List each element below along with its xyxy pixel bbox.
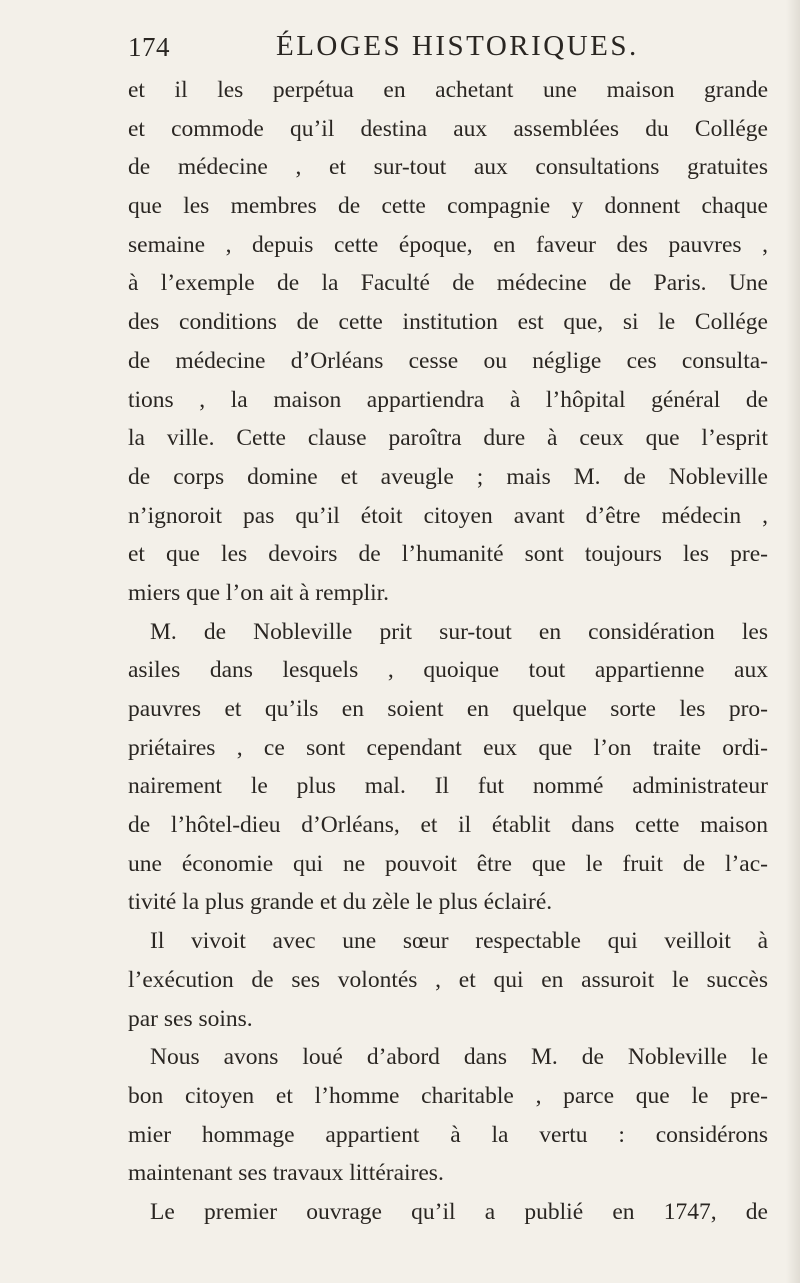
text-line: tivité la plus grande et du zèle le plus éclairé. [128,889,553,916]
text-line: des conditions de cette institution est que, si le Collége [128,309,768,336]
text-line: Il vivoit avec une sœur respectable qui veilloit à [150,928,768,955]
text-line: l’exécution de ses volontés , et qui en assuroit le succès [128,966,768,993]
text-line: bon citoyen et l’homme charitable , parce que le pre- [128,1082,768,1109]
text-line: Nous avons loué d’abord dans M. de Nobleville le [150,1044,768,1071]
page-header [128,30,728,70]
text-line: et il les perpétua en achetant une maison grande [128,77,768,103]
text-line: de l’hôtel-dieu d’Orléans, et il établit dans cette maison [128,812,768,839]
text-line: une économie qui ne pouvoit être que le fruit de l’ac- [128,850,768,877]
page-edge-shadow [786,0,800,1283]
text-line: M. de Nobleville prit sur-tout en considération les [150,618,768,645]
text-line: que les membres de cette compagnie y donnent chaque [128,193,768,220]
text-line: priétaires , ce sont cependant eux que l’on traite ordi- [128,734,768,761]
text-line: de médecine d’Orléans cesse ou néglige ces consulta- [128,347,768,374]
text-line: miers que l’on ait à remplir. [128,579,390,606]
text-line: maintenant ses travaux littéraires. [128,1160,444,1187]
text-line: n’ignoroit pas qu’il étoit citoyen avant d’être médecin , [128,502,768,529]
text-line: de corps domine et aveugle ; mais M. de Nobleville [128,463,768,490]
text-line: semaine , depuis cette époque, en faveur des pauvres , [128,231,768,258]
text-line: de médecine , et sur-tout aux consultations gratuites [128,154,768,181]
running-title: ÉLOGES HISTORIQUES. [276,30,639,62]
text-line: asiles dans lesquels , quoique tout appartienne aux [128,657,768,684]
text-line: tions , la maison appartiendra à l’hôpital général de [128,386,768,413]
text-line: par ses soins. [128,1005,253,1032]
text-line: et que les devoirs de l’humanité sont toujours les pre- [128,541,768,568]
text-line: mier hommage appartient à la vertu : considérons [128,1121,768,1148]
text-line: pauvres et qu’ils en soient en quelque sorte les pro- [128,696,768,722]
page-number: 174 [128,32,170,62]
body-text [128,71,768,1232]
text-line: à l’exemple de la Faculté de médecine de Paris. Une [128,270,768,297]
text-line: et commode qu’il destina aux assemblées du Collége [128,115,768,142]
text-line: nairement le plus mal. Il fut nommé administrateur [128,773,768,800]
text-line: Le premier ouvrage qu’il a publié en 1747, de [150,1198,768,1225]
text-line: la ville. Cette clause paroîtra dure à ceux que l’esprit [128,425,768,452]
